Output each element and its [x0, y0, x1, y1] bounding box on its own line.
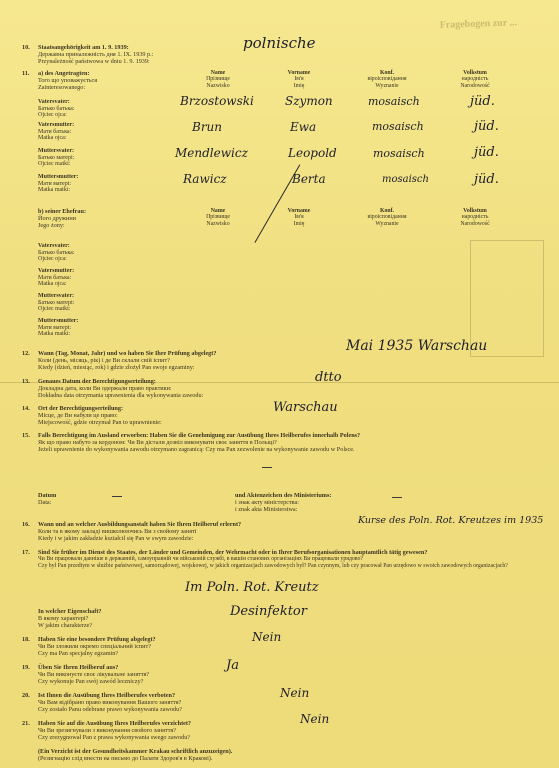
row-a4-konf: mosaisch	[382, 174, 429, 185]
q11a-label-de: a) des Angetragten:	[38, 70, 90, 77]
q19-label-de: Üben Sie Ihren Heilberuf aus?	[38, 664, 119, 671]
row-a2-label: Vatersmutter: Мати батька: Matka ojca:	[38, 122, 75, 142]
q11b-label-de: b) seiner Ehefrau:	[38, 208, 87, 215]
q16-number: 16.	[22, 521, 30, 528]
row-b1-label: Vatersvater: Батько батька: Ojciec ojca:	[38, 243, 75, 263]
q15-number: 15.	[22, 432, 30, 439]
q18-label-pl: Czy ma Pan specjalny egzamin?	[38, 650, 119, 657]
q15-label-pl: Jeżeli uprawnienie do wykonywania zawodu otrzymano zagranicą: Czy ma Pan zezwolenie na wykonywanie zawodu w Polsce.	[38, 446, 355, 453]
q19-answer: Ja	[226, 658, 239, 673]
q21-answer: Nein	[300, 712, 330, 726]
q12-number: 12.	[22, 350, 30, 357]
q13-label-uk: Докладна дата, коли Ви одержали право практики:	[38, 385, 172, 392]
q15b-akten-uk: і знак акту міністерства:	[235, 499, 299, 506]
row-a3-label: Muttersvater: Батько матері: Ojciec matki:	[38, 148, 75, 168]
q15b-akten-pl: i znak akta Ministerstwa:	[235, 506, 298, 513]
row-a3-volk: jüd.	[474, 145, 499, 160]
q11a-label-uk: Того що уповажується	[38, 77, 98, 84]
crossed-out-stroke	[254, 164, 300, 243]
q-eig-label-uk: В якому характері?	[38, 615, 89, 622]
q14-label-uk: Місце, де Ви набули це право:	[38, 412, 118, 419]
row-a1-name: Brzostowski	[180, 94, 254, 108]
col-konf-header: Konf. віроісповідання Wyznanie	[367, 70, 407, 89]
q12-label-de: Wann (Tag, Monat, Jahr) und wo haben Sie Ihre Prüfung abgelegt?	[38, 350, 217, 357]
q15-label-de: Falls Berechtigung im Ausland erworben: Haben Sie die Genehmigung zur Ausübung Ihres Heilberufes innerhalb Polens?	[38, 432, 361, 439]
footer-note-uk: (Резигнацію слід внести на письмо до Палати Здоров'я в Кракові).	[38, 755, 213, 762]
q17-number: 17.	[22, 549, 30, 556]
q21-label-de: Haben Sie auf die Ausübung Ihres Heilberufes verzichtet?	[38, 720, 192, 727]
q20-number: 20.	[22, 692, 30, 699]
q11a-label-pl: Zainteresowanego:	[38, 84, 86, 91]
header-ghost-text: Fragebogen zur ...	[439, 17, 518, 31]
q10-number: 10.	[22, 44, 30, 51]
q12-answer: Mai 1935 Warschau	[346, 338, 488, 354]
q12-label-uk: Коли (день, місяць, рік) і де Ви склали свій іспит?	[38, 357, 170, 364]
q19-label-pl: Czy wykonuje Pan swój zawód leczniczy?	[38, 678, 144, 685]
q-eig-answer: Desinfektor	[230, 604, 307, 619]
row-a2-name: Brun	[192, 120, 223, 134]
q13-label-de: Genaues Datum der Berechtigungserteilung:	[38, 378, 156, 385]
q10-label-pl: Przynależność państwowa w dniu 1. 9. 1939:	[38, 58, 150, 65]
q10-label-uk: Державна приналежність дня 1. IX. 1939 р.:	[38, 51, 154, 58]
row-a2-konf: mosaisch	[372, 120, 424, 133]
row-b3-label: Muttersvater: Батько матері: Ojciec matki:	[38, 293, 75, 313]
row-a4-name: Rawicz	[183, 172, 227, 186]
q16-answer: Kurse des Poln. Rot. Kreutzes im 1935	[358, 515, 544, 526]
q16-label-pl: Kiedy i w jakim zakładzie kształcił się Pan w swym zawodzie:	[38, 535, 194, 542]
row-b2-label: Vatersmutter: Мати батька: Matka ojca:	[38, 268, 75, 288]
q19-number: 19.	[22, 664, 30, 671]
q13-number: 13.	[22, 378, 30, 385]
row-a2-volk: jüd.	[474, 119, 499, 134]
q10-label-de: Staatsangehörigkeit am 1. 9. 1939:	[38, 44, 129, 51]
row-a1-konf: mosaisch	[368, 95, 420, 108]
col-b-konf-header: Konf. віроісповідання Wyznanie	[367, 208, 407, 227]
q21-label-pl: Czy zrezygnował Pan z prawa wykonywania swego zawodu?	[38, 734, 191, 741]
q21-number: 21.	[22, 720, 30, 727]
q14-label-pl: Miejscowość, gdzie otrzymał Pan to uprawnienie:	[38, 419, 162, 426]
q18-label-de: Haben Sie eine besondere Prüfung abgelegt?	[38, 636, 156, 643]
row-a3-konf: mosaisch	[373, 147, 425, 160]
row-a1-volk: jüd.	[470, 94, 495, 109]
q18-answer: Nein	[252, 630, 282, 644]
q18-label-uk: Чи Ви зложили окремо спеціальний іспит?	[38, 643, 151, 650]
col-volkstum-header: Volkstum народність Narodowość	[460, 70, 490, 89]
q16-label-uk: Коли та в якому закладі вишколюючись Ви з свойому заняті	[38, 528, 197, 535]
row-a1-vorname: Szymon	[285, 94, 333, 108]
row-a3-name: Mendlewicz	[175, 146, 248, 160]
q20-label-pl: Czy zostało Panu odebrane prawo wykonywania zawodu?	[38, 706, 182, 713]
q15b-date-dash	[112, 496, 122, 497]
q13-label-pl: Dokładna data otrzymania uprawnienia dla wykonywania zawodu:	[38, 392, 204, 399]
q14-answer: Warschau	[273, 400, 338, 415]
col-vorname-header: Vorname Ім'я Imię	[287, 70, 311, 89]
q14-label-de: Ort der Berechtigungserteilung:	[38, 405, 124, 412]
q10-answer: polnische	[243, 34, 316, 52]
q21-label-uk: Чи Ви зрезигнували з виконування свойого заняття?	[38, 727, 176, 734]
q18-number: 18.	[22, 636, 30, 643]
col-b-volkstum-header: Volkstum народність Narodowość	[460, 208, 490, 227]
q-eig-label-de: In welcher Eigenschaft?	[38, 608, 102, 615]
q17-answer: Im Poln. Rot. Kreutz	[185, 580, 319, 595]
q11-number: 11.	[22, 70, 30, 77]
q15b-date-pl: Data:	[38, 499, 52, 506]
row-a2-vorname: Ewa	[290, 120, 317, 134]
row-a4-volk: jüd.	[474, 172, 499, 187]
q15b-date-de: Datum	[38, 492, 57, 499]
q13-answer: dtto	[315, 370, 342, 385]
q15-dash	[262, 467, 272, 468]
col-b-name-header: Name Прізвище Nazwisko	[206, 208, 230, 227]
q20-label-uk: Чи Вам відібрано право виконування Вашого заняття?	[38, 699, 182, 706]
q14-number: 14.	[22, 405, 30, 412]
q11b-label-uk: Його дружини	[38, 215, 76, 222]
row-b4-label: Muttersmutter: Мати матері: Matka matki:	[38, 318, 79, 338]
q20-label-de: Ist Ihnen die Ausübung Ihres Heilberufes verboten?	[38, 692, 176, 699]
q15b-akten-dash	[392, 497, 402, 498]
q17-label-uk: Чи Ви працювали давніше в державній, самоуправній чи військовій службі, в вашім станових організаціях Ви працювали урядово?	[38, 556, 363, 562]
row-a4-label: Muttersmutter: Мати матері: Matka matki:	[38, 174, 79, 194]
q11b-label-pl: Jego żony:	[38, 222, 65, 229]
q19-label-uk: Чи Ви виконуєте своє лікувальне заняття?	[38, 671, 150, 678]
q17-label-pl: Czy był Pan przedtym w służbie państwowej, samorządowej, wojskowej, w jakich organizacjach zawodowych był? Pan czynnym, lub czy pracował Pan urzędowo w swoich zawodowych organizacjach?	[38, 563, 508, 569]
row-a4-vorname: Berta	[292, 172, 326, 186]
col-b-vorname-header: Vorname Ім'я Imię	[287, 208, 311, 227]
q-eig-label-pl: W jakim charakterze?	[38, 622, 93, 629]
q20-answer: Nein	[280, 686, 310, 700]
row-a1-label: Vatersvater: Батько батька: Ojciec ojca:	[38, 99, 75, 119]
q16-label-de: Wann und an welcher Ausbildungsanstalt haben Sie Ihren Heilberuf erlernt?	[38, 521, 242, 528]
row-a3-vorname: Leopold	[288, 146, 337, 160]
footer-note-de: (Ein Verzicht ist der Gesundheitskammer Krakau schriftlich anzuzeigen).	[38, 748, 233, 755]
q15b-akten-de: und Aktenzeichen des Ministeriums:	[235, 492, 332, 499]
q17-label-de: Sind Sie früher im Dienst des Staates, der Länder und Gemeinden, der Wehrmacht oder in Ihrer Berufsorganisationen hauptamtlich tätig gewesen?	[38, 549, 428, 556]
q12-label-pl: Kiedy (dzień, miesiąc, rok) i gdzie złożył Pan swoje egzaminy:	[38, 364, 195, 371]
q15-label-uk: Як що право набуто за кордоном: Чи Ви дістали дозвіл виконувати своє заняття в Польщі?	[38, 439, 277, 446]
col-name-header: Name Прізвище Nazwisko	[206, 70, 230, 89]
